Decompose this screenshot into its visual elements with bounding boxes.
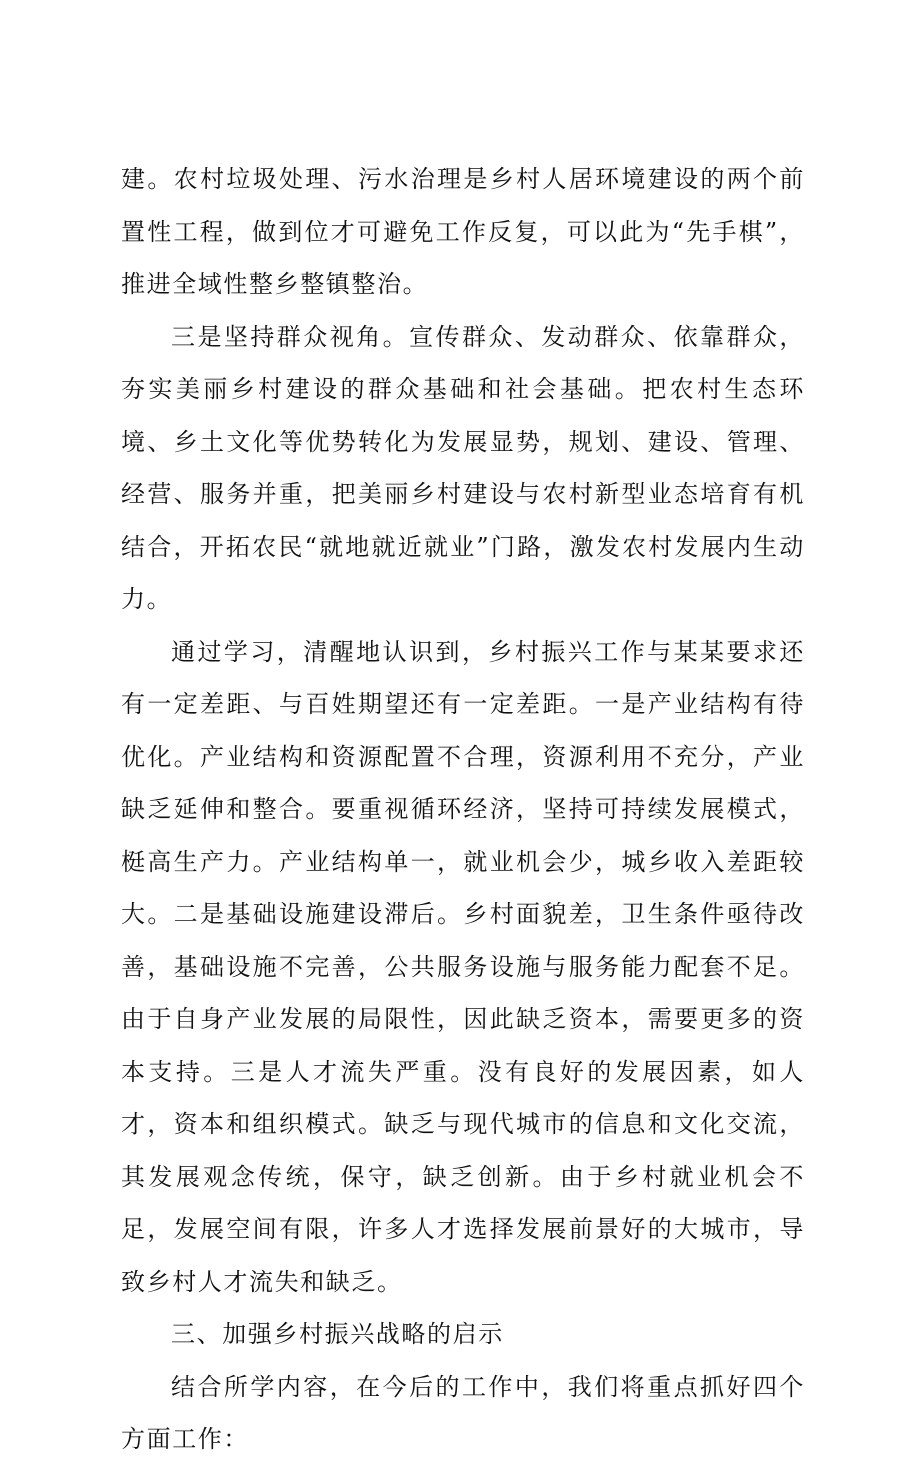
- paragraph-gaps-and-problems: 通过学习，清醒地认识到，乡村振兴工作与某某要求还有一定差距、与百姓期望还有一定差距。一是产业结构有待优化。产业结构和资源配置不合理，资源利用不充分，产业缺乏延伸和整合。要重视循环经济，坚持可持续发展模式，梃高生产力。产业结构单一，就业机会少，城乡收入差距较大。二是基础设施建设滞后。乡村面貌差，卫生条件亟待改善，基础设施不完善，公共服务设施与服务能力配套不足。由于自身产业发展的局限性，因此缺乏资本，需要更多的资本支持。三是人才流失严重。没有良好的发展因素，如人才，资本和组织模式。缺乏与现代城市的信息和文化交流，其发展观念传统，保守，缺乏创新。由于乡村就业机会不足，发展空间有限，许多人才选择发展前景好的大城市，导致乡村人才流失和缺乏。: [121, 637, 805, 1296]
- paragraph-continuation: 建。农村垃圾处理、污水治理是乡村人居环境建设的两个前置性工程，做到位才可避免工作反复，可以此为“先手棋”，推进全域性整乡整镇整治。: [121, 165, 805, 298]
- paragraph-mass-perspective: 三是坚持群众视角。宣传群众、发动群众、依靠群众，夯实美丽乡村建设的群众基础和社会基础。把农村生态环境、乡土文化等优势转化为发展显势，规划、建设、管理、经营、服务并重，把美丽乡村建设与农村新型业态培育有机结合，开拓农民“就地就近就业”门路，激发农村发展内生动力。: [121, 322, 805, 613]
- document-body: [121, 153, 805, 1466]
- paragraph-closing: 结合所学内容，在今后的工作中，我们将重点抓好四个方面工作：: [121, 1372, 805, 1453]
- section-heading: 三、加强乡村振兴战略的启示: [171, 1320, 504, 1348]
